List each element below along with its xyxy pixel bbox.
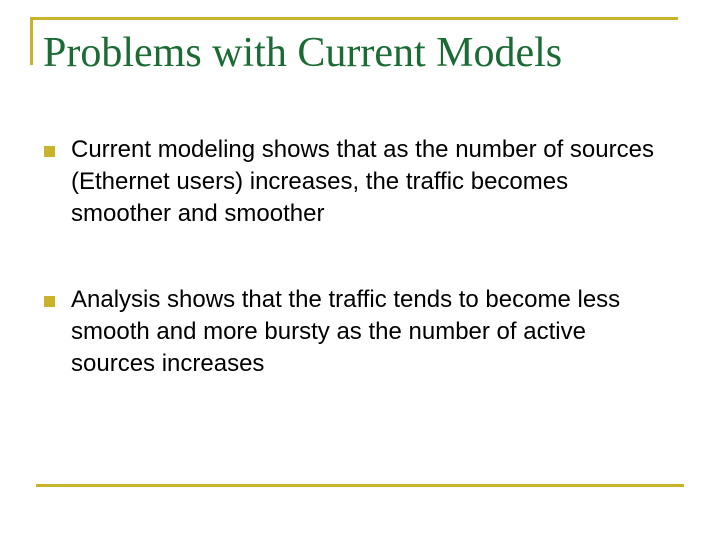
- bullet-item: [44, 284, 674, 380]
- bullet-text: Current modeling shows that as the number of sources (Ethernet users) increases, the traffic becomes smoother and smoother: [71, 136, 654, 227]
- square-bullet-icon: [44, 296, 55, 307]
- bullet-item: [44, 134, 674, 230]
- slide-title: Problems with Current Models: [43, 30, 563, 76]
- bullet-list: [44, 134, 674, 434]
- left-rule: [30, 17, 33, 65]
- bullet-text: Analysis shows that the traffic tends to become less smooth and more bursty as the number of active sources increases: [71, 286, 621, 377]
- top-rule: [30, 17, 678, 20]
- square-bullet-icon: [44, 146, 55, 157]
- bottom-rule: [36, 484, 684, 487]
